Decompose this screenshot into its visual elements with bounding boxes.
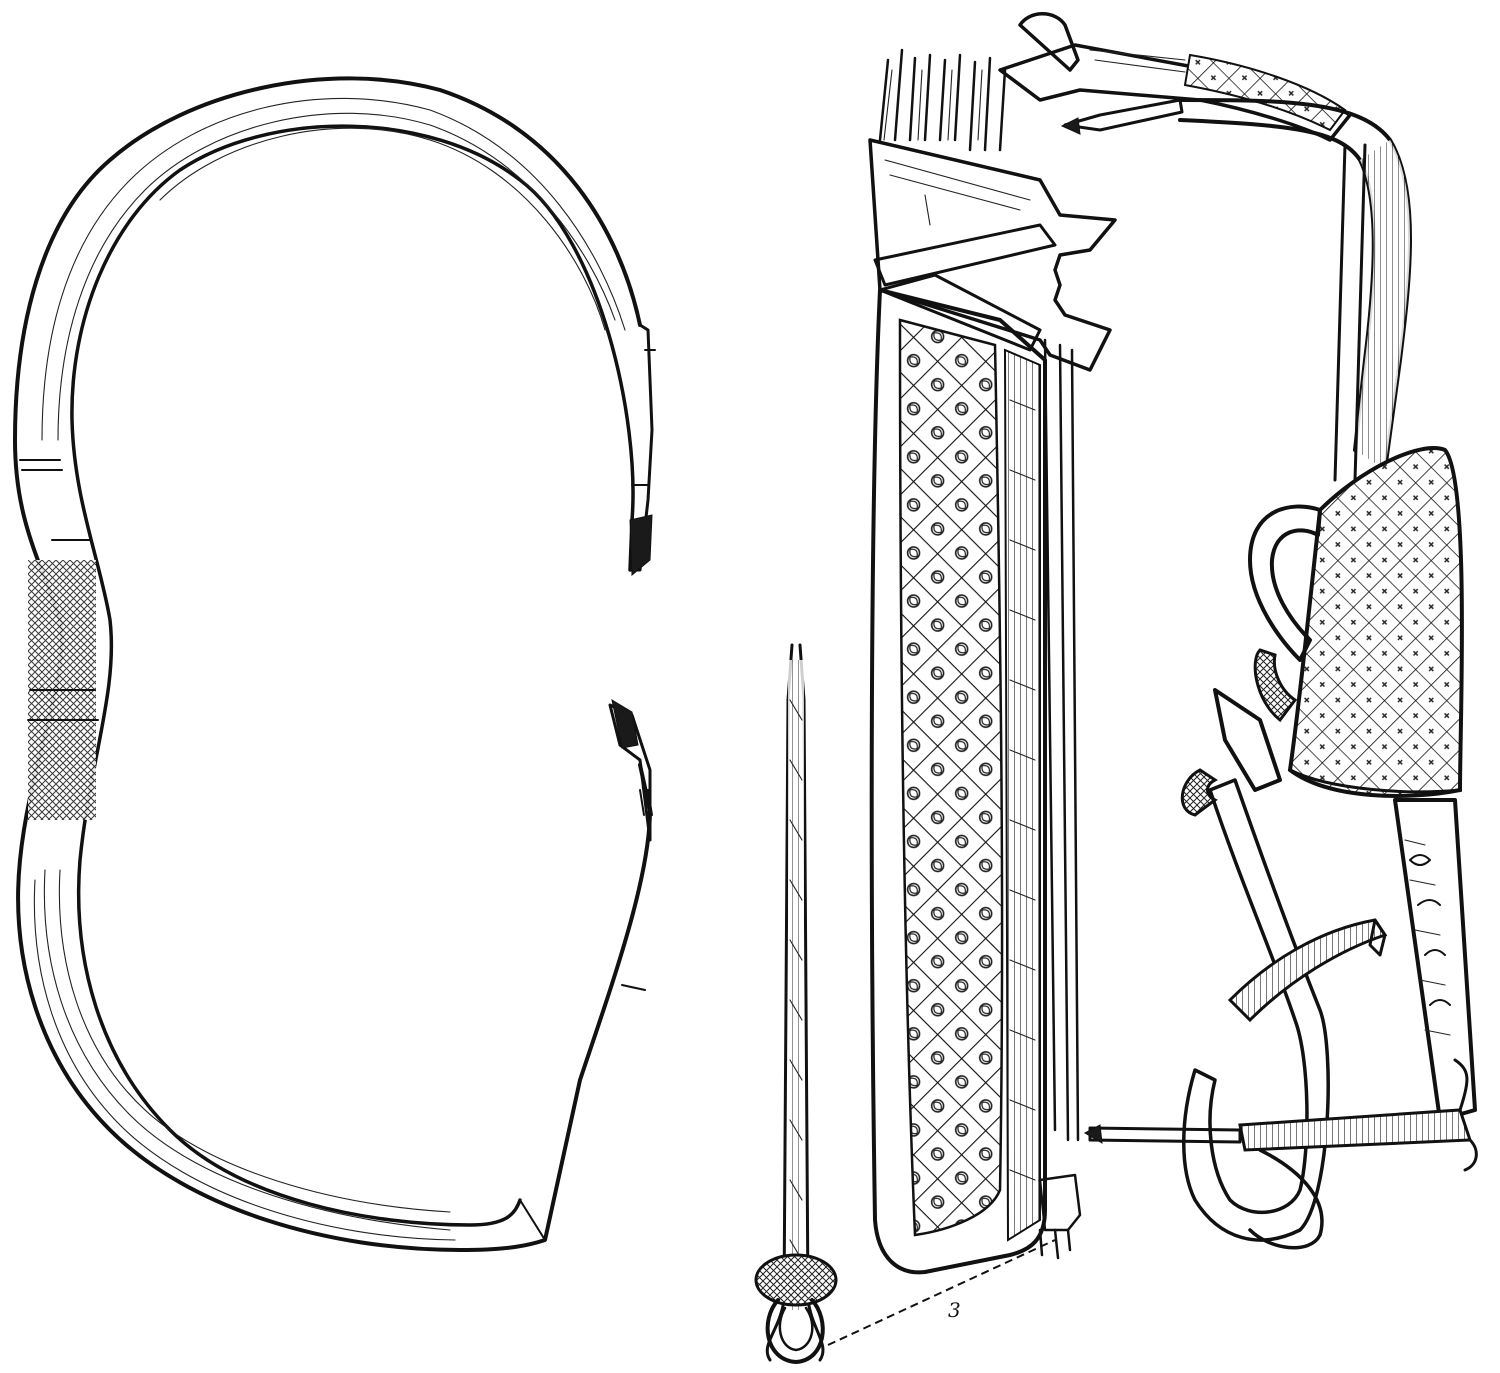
arrow-knob (756, 1255, 836, 1305)
quiver-arrows (880, 50, 1005, 150)
quiver (828, 50, 1115, 1345)
arrow-shaft (756, 645, 836, 1362)
figure-number: 3 (948, 1298, 961, 1322)
bow (15, 78, 655, 1250)
bowcase (1000, 14, 1476, 1248)
bowcase-ornament-panel (1290, 448, 1462, 796)
quiver-ornament-panel (900, 320, 1002, 1235)
